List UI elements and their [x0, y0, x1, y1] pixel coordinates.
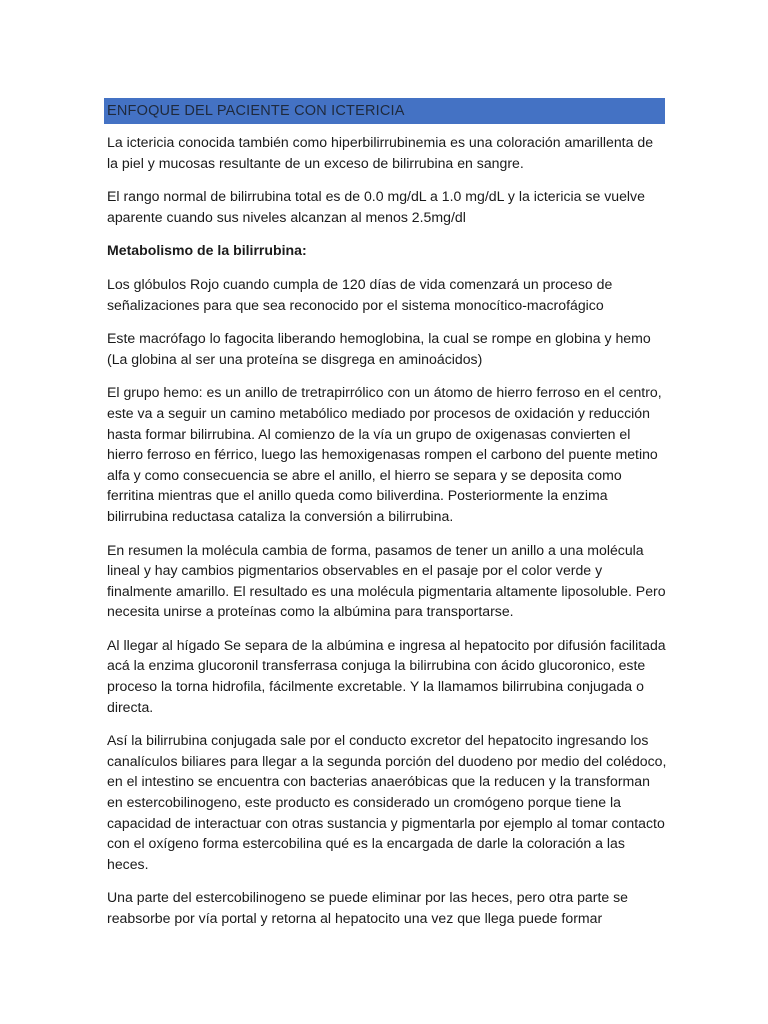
paragraph-hemo-group: El grupo hemo: es un anillo de tretrapirrólico con un átomo de hierro ferroso en el centro, este va a seguir un camino metabólico mediado por procesos de oxidación y reducción hasta formar bilirrubina. Al comienzo de la vía un grupo de oxigenasas convierten el hierro ferroso en férrico, luego las hemoxigenasas rompen el carbono del puente metino alfa y como consecuencia se abre el anillo, el hierro se separa y se deposita como ferritina mientras que el anillo queda como biliverdina. Posteriormente la enzima bilirrubina reductasa cataliza la conversión a bilirrubina. — [107, 384, 662, 524]
paragraph-definition: La ictericia conocida también como hiperbilirrubinemia es una coloración amarillenta de la piel y mucosas resultante de un exceso de bilirrubina en sangre. — [107, 134, 654, 171]
paragraph-normal-range: El rango normal de bilirrubina total es de 0.0 mg/dL a 1.0 mg/dL y la ictericia se vuelve aparente cuando sus niveles alcanzan al menos 2.5mg/dl — [107, 188, 645, 225]
paragraph-liver: Al llegar al hígado Se separa de la albúmina e ingresa al hepatocito por difusión facilitada acá la enzima glucoronil transferrasa conjuga la bilirrubina con ácido glucoronico, este proceso la torna hidrofila, fácilmente excretable. Y la llamamos bilirrubina conjugada o directa. — [107, 636, 666, 715]
paragraph-macrophage: Este macrófago lo fagocita liberando hemoglobina, la cual se rompe en globina y hemo (La globina al ser una proteína se disgrega en aminoácidos) — [107, 330, 651, 367]
section-title-bar — [104, 98, 665, 124]
paragraph-summary: En resumen la molécula cambia de forma, pasamos de tener un anillo a una molécula lineal y hay cambios pigmentarios observables en el pasaje por el color verde y finalmente amarillo. El resultado es una molécula pigmentaria altamente liposoluble. Pero necesita unirse a proteínas como la albúmina para transportarse. — [107, 541, 666, 620]
paragraph-red-cells: Los glóbulos Rojo cuando cumpla de 120 días de vida comenzará un proceso de señalizaciones para que sea reconocido por el sistema monocítico-macrofágico — [107, 275, 613, 313]
paragraph-stercobilinogen: Una parte del estercobilinogeno se puede eliminar por las heces, pero otra parte se reabsorbe por vía portal y retorna al hepatocito una vez que llega puede formar — [107, 889, 629, 926]
subheading-metabolism: Metabolismo de la bilirrubina: — [107, 242, 307, 259]
paragraph-conjugated: Así la bilirrubina conjugada sale por el conducto excretor del hepatocito ingresando los canalículos biliares para llegar a la segunda porción del duodeno por medio del colédoco, en el intestino se encuentra con bacterias anaeróbicas que la reducen y la transforman en estercobilinogeno, este producto es considerado un cromógeno porque tiene la capacidad de interactuar con otras sustancia y pigmentarla por ejemplo al tomar contacto con el oxígeno forma estercobilina qué es la encargada de darle la coloración a las heces. — [107, 732, 667, 872]
section-title: ENFOQUE DEL PACIENTE CON ICTERICIA — [107, 103, 405, 119]
document-body — [107, 132, 667, 942]
